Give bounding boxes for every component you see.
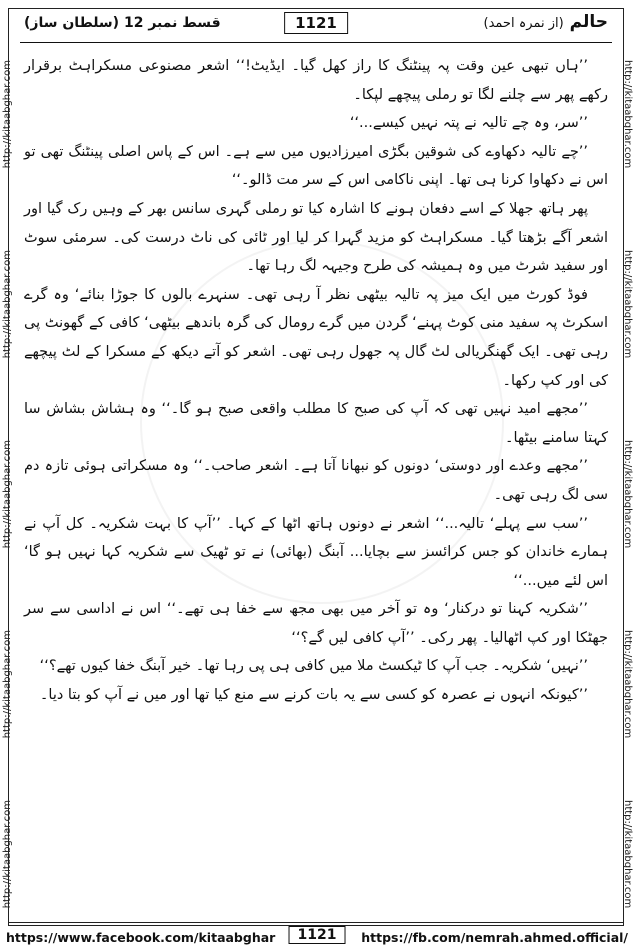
book-title (484, 12, 609, 32)
side-url-right-5: http://kitaabghar.com (622, 800, 633, 909)
header-page-number: 1121 (284, 12, 348, 34)
paragraph-11: ’’کیونکہ انہوں نے عصرہ کو کسی سے یہ بات کرنے سے منع کیا تھا اور میں نے آپ کو بتا دیا۔ (39, 687, 588, 704)
side-url-left-1: http://kitaabghar.com (2, 60, 13, 169)
episode-label: قسط نمبر 12 (سلطان ساز) (24, 15, 221, 31)
side-url-left-5: http://kitaabghar.com (2, 800, 13, 909)
paragraph-7: ’’مجھے وعدے اور دوستی‘ دونوں کو نبھانا آتا ہے۔ اشعر صاحب۔‘‘ وہ مسکراتی ہوئی تازہ دم سی لگ رہی تھی۔ (24, 458, 608, 503)
header-divider (20, 42, 612, 43)
book-title-text: حالم (569, 12, 608, 32)
side-url-right-2: http://kitaabghar.com (622, 250, 633, 359)
side-url-left-2: http://kitaabghar.com (2, 250, 13, 359)
side-url-right-3: http://kitaabghar.com (622, 440, 633, 549)
side-url-right-4: http://kitaabghar.com (622, 630, 633, 739)
facebook-link[interactable]: https://www.facebook.com/kitaabghar (6, 930, 276, 945)
side-url-right-1: http://kitaabghar.com (622, 60, 633, 169)
paragraph-9: ’’شکریہ کہنا تو درکنار‘ وہ تو آخر میں بھی مجھ سے خفا ہی تھے۔‘‘ اس نے اداسی سے سر جھٹکا اور کپ اٹھالیا۔ پھر رکی۔ ’’آپ کافی لیں گے؟‘‘ (24, 601, 608, 646)
footer-page-number: 1121 (289, 926, 346, 944)
nemrah-link[interactable]: https://fb.com/nemrah.ahmed.official/ (361, 930, 628, 945)
paragraph-6: ’’مجھے امید نہیں تھی کہ آپ کی صبح کا مطلب واقعی صبح ہو گا۔‘‘ وہ ہشاش بشاش سا کہتا سامنے بیٹھا۔ (24, 401, 608, 446)
paragraph-3: ’’چے تالیہ دکھاوے کی شوقین بگڑی امیرزادیوں میں سے ہے۔ اس کے پاس اصلی پینٹنگ تھی تو اس نے دکھاوا کرنا ہی تھا۔ اپنی ناکامی اس کے سر مت ڈالو۔‘‘ (24, 143, 608, 189)
side-url-left-3: http://kitaabghar.com (2, 440, 13, 549)
paragraph-10: ’’نہیں‘ شکریہ۔ جب آپ کا ٹیکسٹ ملا میں کافی ہی پی رہا تھا۔ خیر آبنگ خفا کیوں تھے؟‘‘ (39, 658, 588, 675)
paragraph-5: فوڈ کورٹ میں ایک میز پہ تالیہ بیٹھی نظر آ رہی تھی۔ سنہرے بالوں کا جوڑا بنائے‘ وہ گرے اسکرٹ پہ سفید منی کوٹ پہنے‘ گردن میں گرے رومال کی گرہ باندھے بیٹھی‘ کافی کے گھونٹ پی رہی تھی۔ ایک گھنگریالی لٹ گال پہ جھول رہی تھی۔ اشعر کو آتے دیکھ کے مسکرا کے لٹ پیچھے کی اور کپ رکھا۔ (24, 286, 608, 389)
paragraph-4: پھر ہاتھ جھلا کے اسے دفعان ہونے کا اشارہ کیا تو رملی گہری سانس بھر کے وہیں رک گیا اور اشعر آگے بڑھتا گیا۔ مسکراہٹ کو مزید گہرا کر لیا اور ٹائی کی ناٹ درست کی۔ سرمئی سوٹ اور سفید شرٹ میں وہ ہمیشہ کی طرح وجیہہ لگ رہا تھا۔ (24, 200, 608, 275)
story-text (24, 52, 608, 710)
side-url-left-4: http://kitaabghar.com (2, 630, 13, 739)
paragraph-8: ’’سب سے پہلے‘ تالیہ...‘‘ اشعر نے دونوں ہاتھ اٹھا کے کہا۔ ’’آپ کا بہت شکریہ۔ کل آپ نے ہمارے خاندان کو جس کرائسز سے بچایا... آبنگ (بھائی) نے تو ٹھیک سے شکریہ کہا نہیں ہو گا‘ اس لئے میں...‘‘ (24, 515, 608, 589)
paragraph-1: ’’ہاں تبھی عین وقت پہ پینٹنگ کا راز کھل گیا۔ ایڈیٹ!‘‘ اشعر مصنوعی مسکراہٹ برقرار رکھے پھر سے چلنے لگا تو رملی پیچھے لپکا۔ (24, 58, 608, 103)
page-header (20, 12, 612, 40)
page-footer (0, 928, 634, 948)
book-author: (از نمرہ احمد) (483, 16, 564, 31)
footer-divider (8, 922, 624, 923)
paragraph-2: ’’سر، وہ چے تالیہ نے پتہ نہیں کیسے...‘‘ (349, 115, 588, 132)
